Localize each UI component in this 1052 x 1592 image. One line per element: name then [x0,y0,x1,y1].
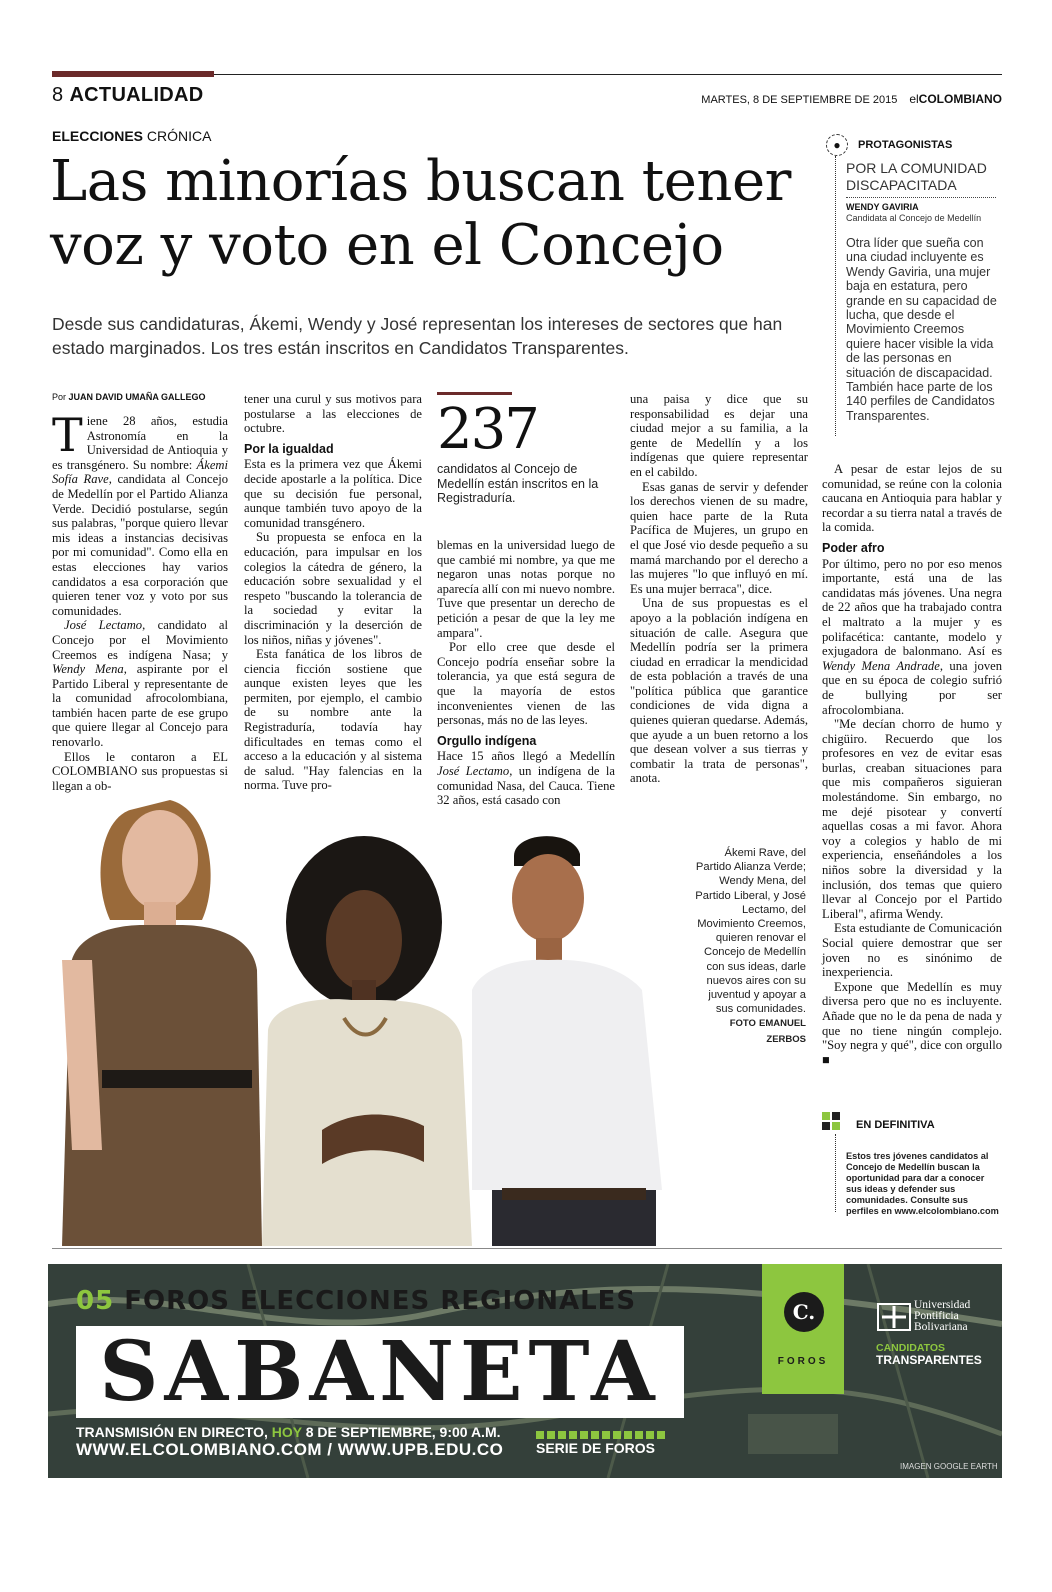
article-headline: Las minorías buscan tener voz y voto en el Concejo [50,149,791,278]
paragraph: Ellos le contaron a EL COLOMBIANO sus propuestas si llegan a ob- [52,749,228,793]
paragraph: Por último, pero no por eso menos importante, está una de las candidatas más jóvenes. Una negra de 22 años que ha trabajado contra el maltrato a la mujer y es polifacética: cantante, modelo y exjugadora de balonmano. Así es Wendy Mena Andrade, una joven que en su época de colegio sufrió de bullying por ser afrocolombiana. [822,556,1002,717]
fact-number: 237 [437,397,538,462]
end-mark: ■ [822,1052,830,1067]
subhead-igualdad: Por la igualdad [244,441,334,456]
column-1 [52,408,228,793]
column-2 [244,392,422,793]
column-5 [822,462,1002,1067]
newspaper-brand: elCOLOMBIANO [909,92,1002,106]
paragraph: A pesar de estar lejos de su comunidad, se reúne con la colonia caucana en Antioquia para hablar y recordar a su tierra natal a través de la comida. [822,462,1002,535]
section-header [52,84,204,107]
paragraph: Esta es la primera vez que Ákemi decide apostarle a la política. Dice que su decisión fue personal, aunque también tuvo apoyo de la comunidad transgénero. [244,457,422,530]
fact-rule [437,392,512,395]
byline: Por JUAN DAVID UMAÑA GALLEGO [52,392,206,402]
paragraph: Tiene 28 años, estudia Astronomía en la Universidad de Antioquia y es transgénero. Su nombre: Ákemi Sofía Rave, candidata al Concejo de Medellín por el Partido Alianza Verde. Decidió postularse, según sus palabras, "porque quiero llevar mis ideas a instancias decisivas por mi comunidad". Como ella en estas elecciones hay varios candidatos a esa corporación que quieren tener voz y voto por sus comunidades. [52,408,228,618]
article-deck: Desde sus candidaturas, Ákemi, Wendy y José representan los intereses de sectores que han estado marginados. Los tres están inscritos en Candidatos Transparentes. [52,314,783,358]
page-number: 8 [52,84,64,106]
summary-rule [835,1134,836,1212]
photo-caption: Ákemi Rave, del Partido Alianza Verde; Wendy Mena, del Partido Liberal, y José Lectamo, del Movimiento Creemos, quieren renovar el Concejo de Medellín con sus ideas, darle nuevos aires con su juventud y apoyar a sus comunidades. FOTO EMANUEL ZERBOS [695,847,806,1045]
banner-city: SABANETA [76,1326,684,1418]
drop-cap: T [52,408,83,462]
sidebar-dotted-rule [846,197,996,198]
paragraph: "Me decían chorro de humo y chigüiro. Recuerdo que los profesores en vez de evitar esas burlas, creaban situaciones para que mis compañeros siguieran molestándome. Sin embargo, no me dejé pisotear y convertí aquellas cosas a mi favor. Ahora voy a colegios y hablo de mi experiencia, enseñándoles a los niños sobre la diversidad y la inclusión, dos temas que quiero llevar al Concejo por el Partido Liberal", afirma Wendy. [822,717,1002,921]
sidebar-body: Otra líder que sueña con una ciudad incluyente es Wendy Gaviria, una mujer baja en estatura, pero grande en su capacidad de lucha, que desde el Movimiento Creemos quiere hacer visible la vida de las personas en situación de discapacidad. También hace parte de los 140 perfiles de Candidatos Transparentes. [846,236,997,423]
paragraph: José Lectamo, candidato al Concejo por el Movimiento Creemos es indígena Nasa; y Wendy Mena, aspirante por el Partido Liberal y representante de la comunidad afrocolombiana, también hacen parte de ese grupo que quiere llegar al Concejo para renovarlo. [52,618,228,750]
paragraph: Por ello cree que desde el Concejo podría enseñar sobre la tolerancia, ya que está segura de que la mayoría de estos inconvenientes vienen de las personas, más no de las leyes. [437,640,615,728]
paragraph: Esta fanática de los libros de ciencia ficción sostiene que aunque existen leyes que les permiten, por ejemplo, el cambio de su nombre ante la Registraduría, todavía hay dificultades en temas como el acceso a la educación y al sistema de salud. "Hay falencias en la norma. Tuve pro- [244,647,422,793]
paragraph: Su propuesta se enfoca en la educación, para impulsar en los colegios la cátedra de género, la educación sobre sexualidad y el respeto "buscando la tolerancia de la sociedad y evitar la discriminación y la deserción de los niños, niñas y jóvenes". [244,530,422,647]
paragraph: Hace 15 años llegó a Medellín José Lectamo, un indígena de la comunidad Nasa, del Cauca. Tiene 32 años, está casado con [437,749,615,808]
article-kicker: ELECCIONES CRÓNICA [52,128,212,144]
person-akemi [62,800,262,1246]
ad-divider [52,1248,1002,1249]
sidebar-person-role: Candidata al Concejo de Medellín [846,213,982,223]
column-4 [630,392,808,786]
section-name: ACTUALIDAD [69,84,204,106]
photo-credit-label: FOTO [729,1018,756,1030]
elcolombiano-logo: C. [784,1292,824,1332]
paragraph: Esta estudiante de Comunicación Social quiere demostrar que ser joven no es sinónimo de inexperiencia. [822,921,1002,980]
candidates-photo [52,770,720,1246]
sidebar-label: PROTAGONISTAS [858,139,953,151]
forum-banner-ad [48,1264,1002,1478]
summary-label: EN DEFINITIVA [856,1119,935,1131]
sidebar-person-name: WENDY GAVIRIA [846,202,919,212]
section-marker [52,71,214,77]
subhead-poder-afro: Poder afro [822,540,885,555]
candidatos-transparentes-logo: CANDIDATOS TRANSPARENTES [876,1342,982,1367]
paragraph: tener una curul y sus motivos para postularse a las elecciones de octubre. [244,392,422,436]
person-wendy [262,836,472,1246]
banner-urls: WWW.ELCOLOMBIANO.COM / WWW.UPB.EDU.CO [76,1440,504,1459]
sidebar-rule [835,156,836,436]
summary-icon [822,1112,840,1130]
paragraph: Expone que Medellín es muy diversa pero que no es incluyente. Añade que no le da pena de nada y que no tiene ningún complejo. "Soy negra y qué", dice con orgullo ■ [822,979,1002,1067]
image-credit: IMAGEN GOOGLE EARTH [900,1462,998,1471]
column-3 [437,538,615,808]
fact-text: candidatos al Concejo de Medellín están inscritos en la Registraduría. [437,462,599,505]
paragraph: Esas ganas de servir y defender los derechos vienen de su madre, quien hace parte de la Ruta Pacífica de Mujeres, un grupo en el que José vio desde pequeño a su mamá marchando por el derecho a las mujeres "lo que influyó en mí. Es una mujer berraca", dice. [630,479,808,596]
upb-name: Universidad Pontificia Bolivariana [914,1299,971,1333]
banner-serie-label: SERIE DE FOROS [536,1440,656,1456]
banner-series-title: 05 FOROS ELECCIONES REGIONALES [76,1286,637,1316]
upb-shield-icon [876,1300,912,1334]
paragraph: blemas en la universidad luego de que cambié mi nombre, ya que me negaron unas notas porque no aparecía allí con mi nuevo nombre. Tuve que presentar un derecho de petición a pesar de que la ley me ampara". [437,538,615,640]
person-icon: ● [826,134,848,156]
banner-foros-label: FOROS [777,1356,829,1367]
summary-body: Estos tres jóvenes candidatos al Concejo de Medellín buscan la oportunidad para dar a conocer sus ideas y defender sus comunidades. Consulte sus perfiles en www.elcolombiano.com [846,1151,999,1216]
subhead-orgullo-indigena: Orgullo indígena [437,733,537,748]
paragraph: una paisa y dice que su responsabilidad es dejar una ciudad mejor a su familia, a la gente de Medellín y a los indígenas que quiere representar en el cabildo. [630,392,808,479]
banner-transmission: TRANSMISIÓN EN DIRECTO, HOY 8 DE SEPTIEMBRE, 9:00 A.M. [76,1424,501,1440]
issue-date: MARTES, 8 DE SEPTIEMBRE DE 2015 [701,94,898,106]
paragraph: Una de sus propuestas es el apoyo a la población indígena en situación de calle. Asegura que Medellín podría ser la primera ciudad en erradicar la mendicidad de esta población a través de una "política pública que garantice condiciones de vida digna a quienes quieran quedarse. Además, que ayude a un buen retorno a los que desean volver a sus tierras y combatir la trata de personas", anota. [630,596,808,786]
dateline [600,92,1002,106]
sidebar-title: POR LA COMUNIDAD DISCAPACITADA [846,160,987,193]
person-jose [472,836,662,1246]
photo-credit-name: EMANUEL ZERBOS [759,1018,806,1045]
